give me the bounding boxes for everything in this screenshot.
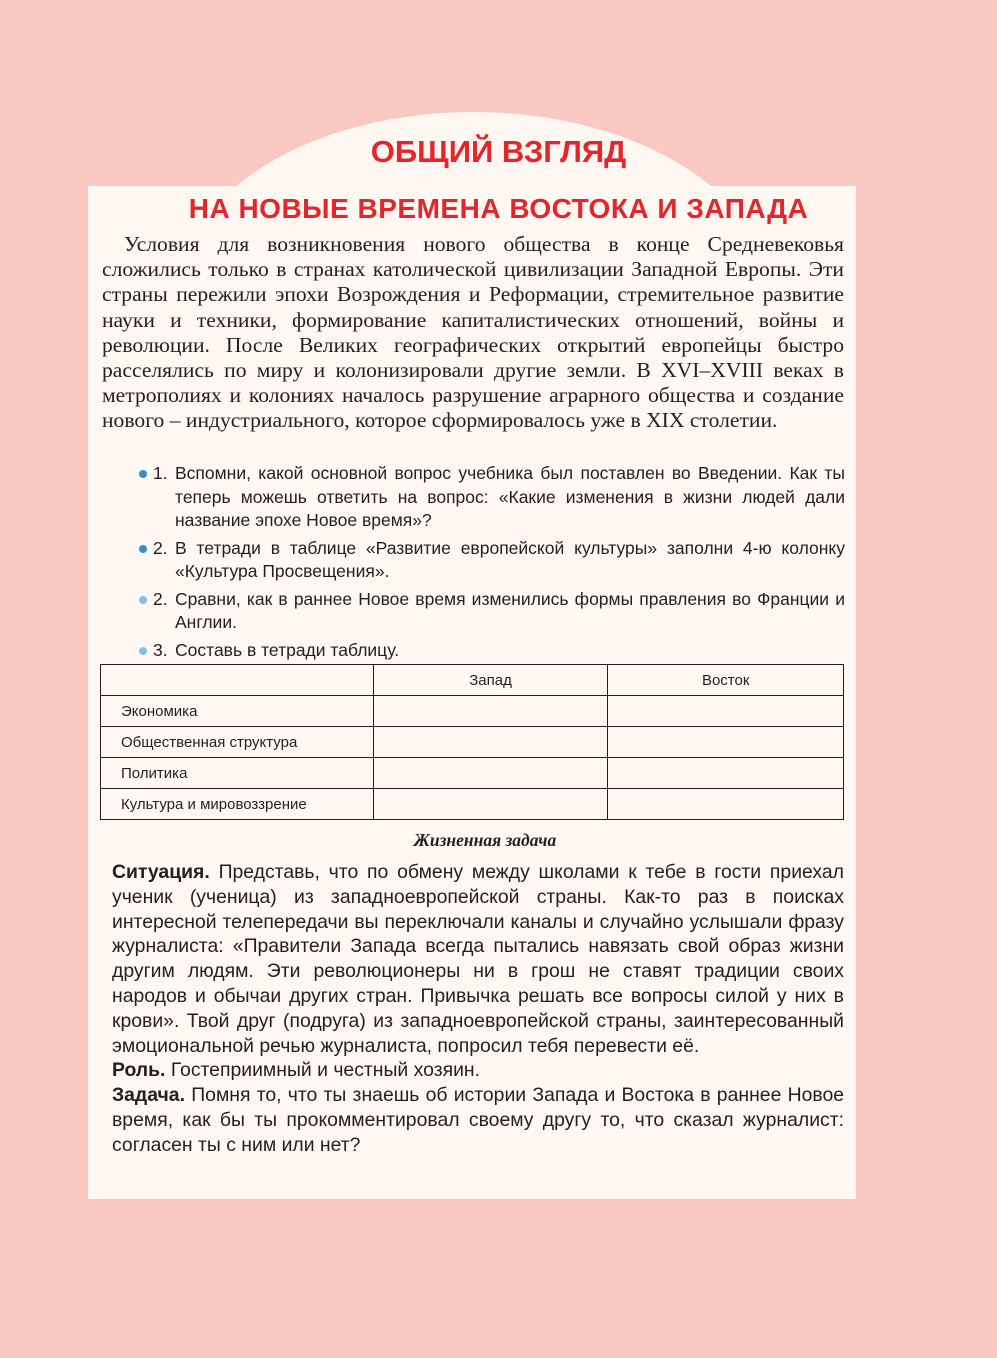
table-header-cell: [101, 665, 374, 696]
question-item: [135, 639, 845, 663]
question-text: Сравни, как в раннее Новое время изменились формы правления во Франции и Англии.: [175, 588, 845, 632]
table-header-row: [101, 665, 844, 696]
role-paragraph: [112, 1058, 844, 1083]
table-row: [101, 789, 844, 820]
role-text: Гостеприимный и честный хозяин.: [170, 1059, 481, 1082]
page-title-line1: ОБЩИЙ ВЗГЛЯД: [370, 134, 627, 169]
question-text: Вспомни, какой основной вопрос учебника был поставлен во Введении. Как ты теперь можешь ответить на вопрос: «Какие изменения в жизни людей дали название эпохе Новое время»?: [175, 463, 845, 530]
table-row: [101, 758, 844, 789]
task-label: Задача.: [112, 1084, 185, 1107]
light-blue-dot-icon: [139, 596, 147, 604]
question-number: 1.: [153, 463, 168, 483]
page-title-line2: НА НОВЫЕ ВРЕМЕНА ВОСТОКА И ЗАПАДА: [188, 193, 809, 224]
table-row-label: Политика: [101, 758, 374, 789]
table-cell: [608, 789, 844, 820]
blue-dot-icon: [139, 470, 147, 478]
comparison-table: [100, 664, 844, 820]
table-cell: [608, 758, 844, 789]
situation-paragraph: [112, 860, 844, 1058]
situation-label: Ситуация.: [112, 861, 210, 883]
table-row-label: Экономика: [101, 696, 374, 727]
table-cell: [373, 727, 608, 758]
questions-list: [135, 462, 845, 666]
question-item: [135, 588, 845, 635]
table-header-east: Восток: [608, 665, 844, 696]
blue-dot-icon: [139, 545, 147, 553]
question-item: [135, 537, 845, 584]
task-text: Помня то, что ты знаешь об истории Запада и Востока в раннее Новое время, как бы ты прокомментировал своему другу то, что сказал журналист: согласен ты с ним или нет?: [112, 1084, 845, 1156]
question-item: [135, 462, 845, 533]
question-number: 3.: [153, 639, 168, 660]
question-number: 2.: [153, 537, 168, 558]
role-label: Роль.: [112, 1059, 166, 1082]
table-cell: [373, 696, 608, 727]
intro-paragraph: Условия для возникновения нового общества в конце Средневековья сложились только в странах католической цивилизации Западной Европы. Эти страны пережили эпохи Возрождения и Реформации, стремительное развитие науки и техники, формирование капиталистических отношений, войны и революции. После Великих географических открытий европейцы быстро расселялись по миру и колонизировали другие земли. В XVI–XVIII веках в метрополиях и колониях началось разрушение аграрного общества и создание нового – индустриального, которое сформировалось уже в XIX столетии.: [102, 232, 844, 433]
table-cell: [373, 789, 608, 820]
question-text: В тетради в таблице «Развитие европейской культуры» заполни 4-ю колонку «Культура Просвещения».: [175, 537, 845, 581]
life-task-body: [112, 860, 844, 1158]
table-cell: [608, 696, 844, 727]
table-row-label: Общественная структура: [101, 727, 374, 758]
table-row-label: Культура и мировоззрение: [101, 789, 374, 820]
task-paragraph: [112, 1083, 844, 1157]
light-blue-dot-icon: [139, 647, 147, 655]
table-row: [101, 727, 844, 758]
life-task-title: Жизненная задача: [413, 830, 557, 850]
question-text: Составь в тетради таблицу.: [175, 639, 400, 660]
table-cell: [373, 758, 608, 789]
table-header-west: Запад: [373, 665, 608, 696]
table-cell: [608, 727, 844, 758]
question-number: 2.: [153, 588, 168, 609]
table-row: [101, 696, 844, 727]
situation-text: Представь, что по обмену между школами к тебе в гости приехал ученик (ученица) из западноевропейской страны. Как-то раз в поисках интересной телепередачи вы переключали каналы и случайно услышали фразу журналиста: «Правители Запада всегда пытались навязать свой образ жизни другим людям. Эти революционеры ни в грош не ставят традиции своих народов и обычаи других стран. Привычка решать все вопросы силой у них в крови». Твой друг (подруга) из западноевропейской страны, заинтересованный эмоциональной речью журналиста, попросил тебя перевести её.: [112, 861, 844, 1057]
